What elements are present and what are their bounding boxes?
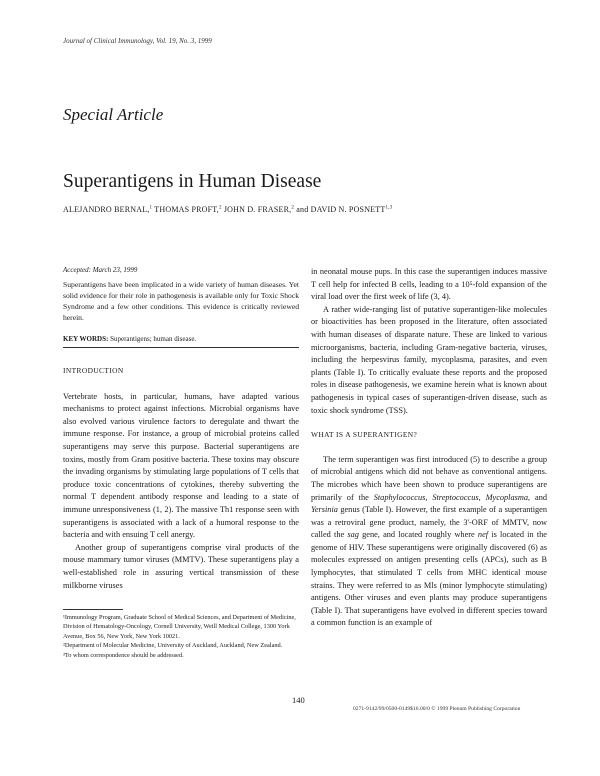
author-name: JOHN D. FRASER, (221, 205, 292, 214)
author-affiliation-mark: 1,3 (385, 205, 393, 211)
intro-paragraph-2: Another group of superantigens comprise viral products of the mouse mammary tumor viruses (MMTV). These superantigens play a well-established role in assuring vertical transmission of these milkborne viruses (63, 542, 299, 590)
right-paragraph-2: A rather wide-ranging list of putative superantigen-like molecules or bioactivities has been proposed in the literature, often associated with human diseases of disparate nature. These are linked to various microorganisms, bacteria, including Gram-negative bacteria, viruses, including the herpesvirus family, mycoplasma, parasites, and even plants (Table I). To critically evaluate these reports and the proposed roles in disease pathogenesis, we examine herein what is known about pathogenesis in typical cases of superantigen-driven disease, such as toxic shock syndrome (TSS). (311, 304, 547, 415)
page-number: 140 (292, 695, 305, 705)
author-name: and DAVID N. POSNETT (294, 205, 386, 214)
author-name: ALEJANDRO BERNAL, (63, 205, 150, 214)
keywords (63, 335, 299, 343)
section-label: Special Article (63, 105, 164, 124)
superantigen-paragraph: The term superantigen was first introduced (5) to describe a group of microbial antigens which did not behave as conventional antigens. The microbes which have been shown to produce superantigens are primarily of the Staphylococcus, Streptococcus, Mycoplasma, and Yersinia genus (Table I). However, the first example of a superantigen was a retroviral gene product, namely, the 3'-ORF of MMTV, now called the sag gene, and located roughly where nef is located in the genome of HIV. These superantigens were originally discovered (6) as molecules expressed on antigen presenting cells (APCs), such as B lymphocytes, that stimulated T cells from MHC identical mouse strains. They were referred to as Mls (minor lymphocyte stimulating) antigens. Other viruses and even plants may produce superantigens (Table I). That superantigens have evolved in different species toward a common function is an example of (311, 454, 547, 628)
keywords-text: Superantigens; human disease. (108, 335, 197, 343)
right-paragraph-1: in neonatal mouse pups. In this case the superantigen induces massive T cell help for infected B cells, leading to a 10⁵-fold expansion of the viral load over the first week of life (3, 4). (311, 267, 547, 302)
right-column (311, 266, 547, 630)
keywords-label: KEY WORDS: (63, 335, 109, 343)
superantigen-heading: WHAT IS A SUPERANTIGEN? (311, 430, 418, 440)
author-affiliation-mark: 2 (218, 205, 222, 211)
author-name: THOMAS PROFT, (152, 205, 219, 214)
article-title: Superantigens in Human Disease (63, 171, 322, 192)
footnote-2: ²Department of Molecular Medicine, University of Auckland, Auckland, New Zealand. (63, 642, 283, 650)
left-column (63, 365, 299, 592)
author-affiliation-mark: 1 (149, 205, 153, 211)
journal-header: Journal of Clinical Immunology, Vol. 19, No. 3, 1999 (63, 37, 212, 45)
footnote-3: ³To whom correspondence should be addressed. (63, 651, 184, 659)
accepted-date: Accepted: March 23, 1999 (63, 266, 138, 274)
abstract-divider (63, 347, 299, 348)
footnotes (63, 613, 299, 660)
footnote-divider (63, 609, 123, 610)
abstract: Superantigens have been implicated in a wide variety of human diseases. Yet solid evidence for their role in pathogenesis is available only for Toxic Shock Syndrome and a few other conditions. This evidence is critically reviewed herein. (63, 280, 299, 322)
footnote-1: ¹Immunology Program, Graduate School of Medical Sciences, and Department of Medicine, Division of Hematology-Oncology, Cornell University, Weill Medical College, 1300 York Avenue, Box 56, New York, New York 10021. (63, 614, 296, 640)
intro-heading: INTRODUCTION (63, 366, 124, 375)
intro-paragraph-1: Vertebrate hosts, in particular, humans, have adapted various mechanisms to protect against infections. Microbial organisms have also evolved various virulence factors to deregulate and thwart the immune response. For instance, a group of microbial proteins called superantigens may serve this purpose. Bacterial superantigens are toxins, mostly from Gram positive bacteria. These toxins may obscure the invading organisms by stimulating large populations of T cells that produce toxic concentrations of cytokines, thereby subverting the normal T dependent antibody response and leading to a state of immune unresponsiveness (1, 2). The massive Th1 response seen with superantigens is associated with a lack of a humoral response to the bacteria and with ensuing T cell anergy. (63, 391, 299, 540)
author-affiliation-mark: 2 (291, 205, 295, 211)
copyright-line: 0271-9142/99/0500-0149$16.00/0 © 1999 Plenum Publishing Corporation (353, 706, 521, 712)
author-list (63, 205, 392, 214)
